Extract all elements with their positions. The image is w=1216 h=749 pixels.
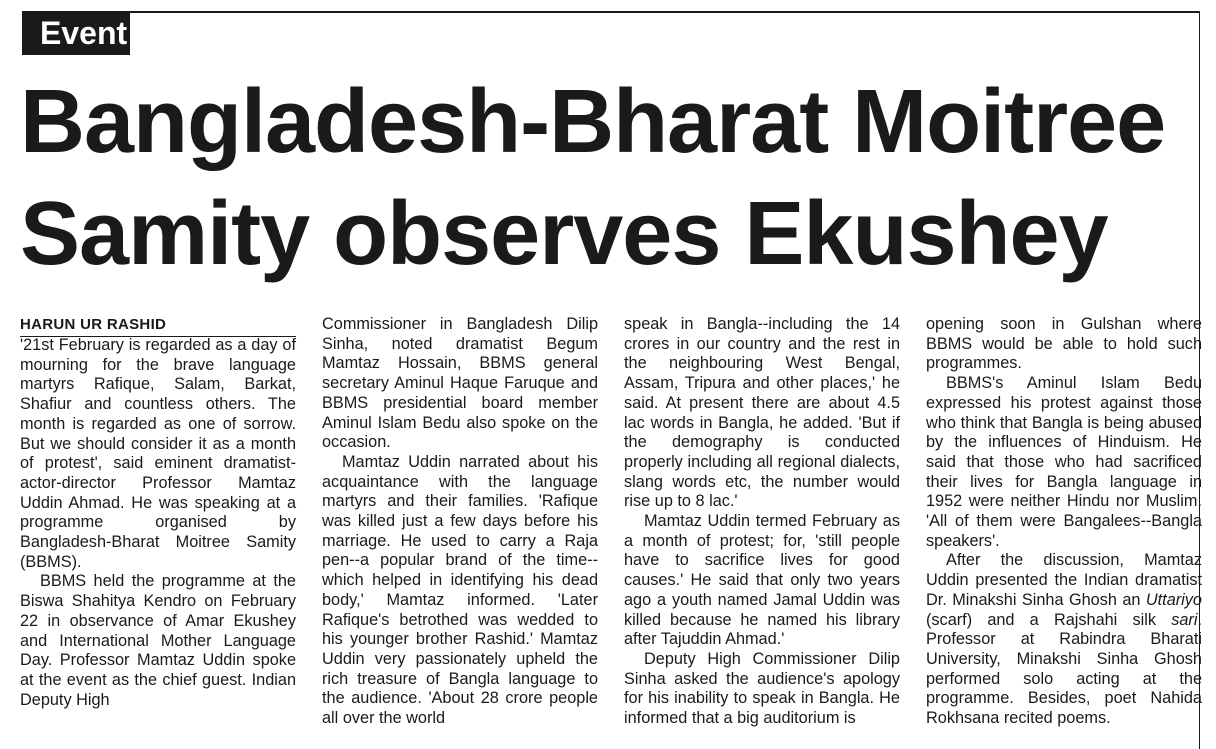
paragraph: Mamtaz Uddin termed February as a month of protest; for, 'still people have to sacrifice lives for good causes.' He said that only two years ago a youth named Jamal Uddin was killed because he named his library after Tajuddin Ahmad.' <box>624 512 900 649</box>
headline-line-2: Samity observes Ekushey <box>20 184 1108 284</box>
text-run: After the discussion, Mamtaz Uddin presented the Indian dramatist Dr. Minakshi Sinha Ghosh an <box>926 551 1202 609</box>
paragraph: '21st February is regarded as a day of mourning for the brave language martyrs Rafique, Salam, Barkat, Shafiur and countless others. The month is regarded as one of sorrow. But we should consider it as a month of protest', said eminent dramatist-actor-director Professor Mamtaz Uddin Ahmad. He was speaking at a programme organised by Bangladesh-Bharat Moitree Samity (BBMS). <box>20 336 296 571</box>
text-run: (scarf) and a Rajshahi silk <box>926 610 1172 629</box>
paragraph: opening soon in Gulshan where BBMS would be able to hold such programmes. <box>926 315 1202 373</box>
section-tag: Event <box>22 12 130 55</box>
byline: HARUN UR RASHID <box>20 316 296 337</box>
italic-term: sari <box>1171 610 1198 629</box>
paragraph: Mamtaz Uddin narrated about his acquaintance with the language martyrs and their families. 'Rafique was killed just a few days before his marriage. He used to carry a Raja pen--a popular brand of the time--which helped in identifying his dead body,' Mamtaz informed. 'Later Rafique's betrothed was wedded to his younger brother Rashid.' Mamtaz Uddin very passionately upheld the rich treasure of Bangla language to the audience. 'About 28 crore people all over the world <box>322 452 598 728</box>
paragraph <box>926 551 1202 728</box>
paragraph: BBMS's Aminul Islam Bedu expressed his protest against those who think that Bangla is being abused by the influences of Hinduism. He said that those who had sacrificed their lives for Bangla language in 1952 were neither Hindu nor Muslim. 'All of them were Bangalees--Bangla speakers'. <box>926 374 1202 550</box>
top-rule <box>22 11 1200 13</box>
headline-line-1: Bangladesh-Bharat Moitree <box>20 72 1166 172</box>
article-column-1 <box>20 336 296 710</box>
paragraph: Deputy High Commissioner Dilip Sinha asked the audience's apology for his inability to speak in Bangla. He informed that a big auditorium is <box>624 649 900 728</box>
italic-term: Uttariyo <box>1145 590 1202 609</box>
article-column-3 <box>624 315 900 729</box>
headline <box>20 66 1210 290</box>
article-column-4 <box>926 315 1202 729</box>
paragraph: speak in Bangla--including the 14 crores in our country and the rest in the neighbouring West Bengal, Assam, Tripura and other places,' he said. At present there are about 4.5 lac words in Bangla, he added. 'But if the demography is conducted properly including all regional dialects, slang words etc, the number would rise up to 8 lac.' <box>624 315 900 511</box>
paragraph: Commissioner in Bangladesh Dilip Sinha, noted dramatist Begum Mamtaz Hossain, BBMS general secretary Aminul Haque Faruque and BBMS presidential board member Aminul Islam Bedu also spoke on the occasion. <box>322 315 598 452</box>
article-column-2 <box>322 315 598 729</box>
text-run: . Professor at Rabindra Bharati University, Minakshi Sinha Ghosh performed solo acting at the programme. Besides, poet Nahida Rokhsana recited poems. <box>926 610 1202 728</box>
paragraph: BBMS held the programme at the Biswa Shahitya Kendro on February 22 in observance of Amar Ekushey and International Mother Language Day. Professor Mamtaz Uddin spoke at the event as the chief guest. Indian Deputy High <box>20 572 296 709</box>
